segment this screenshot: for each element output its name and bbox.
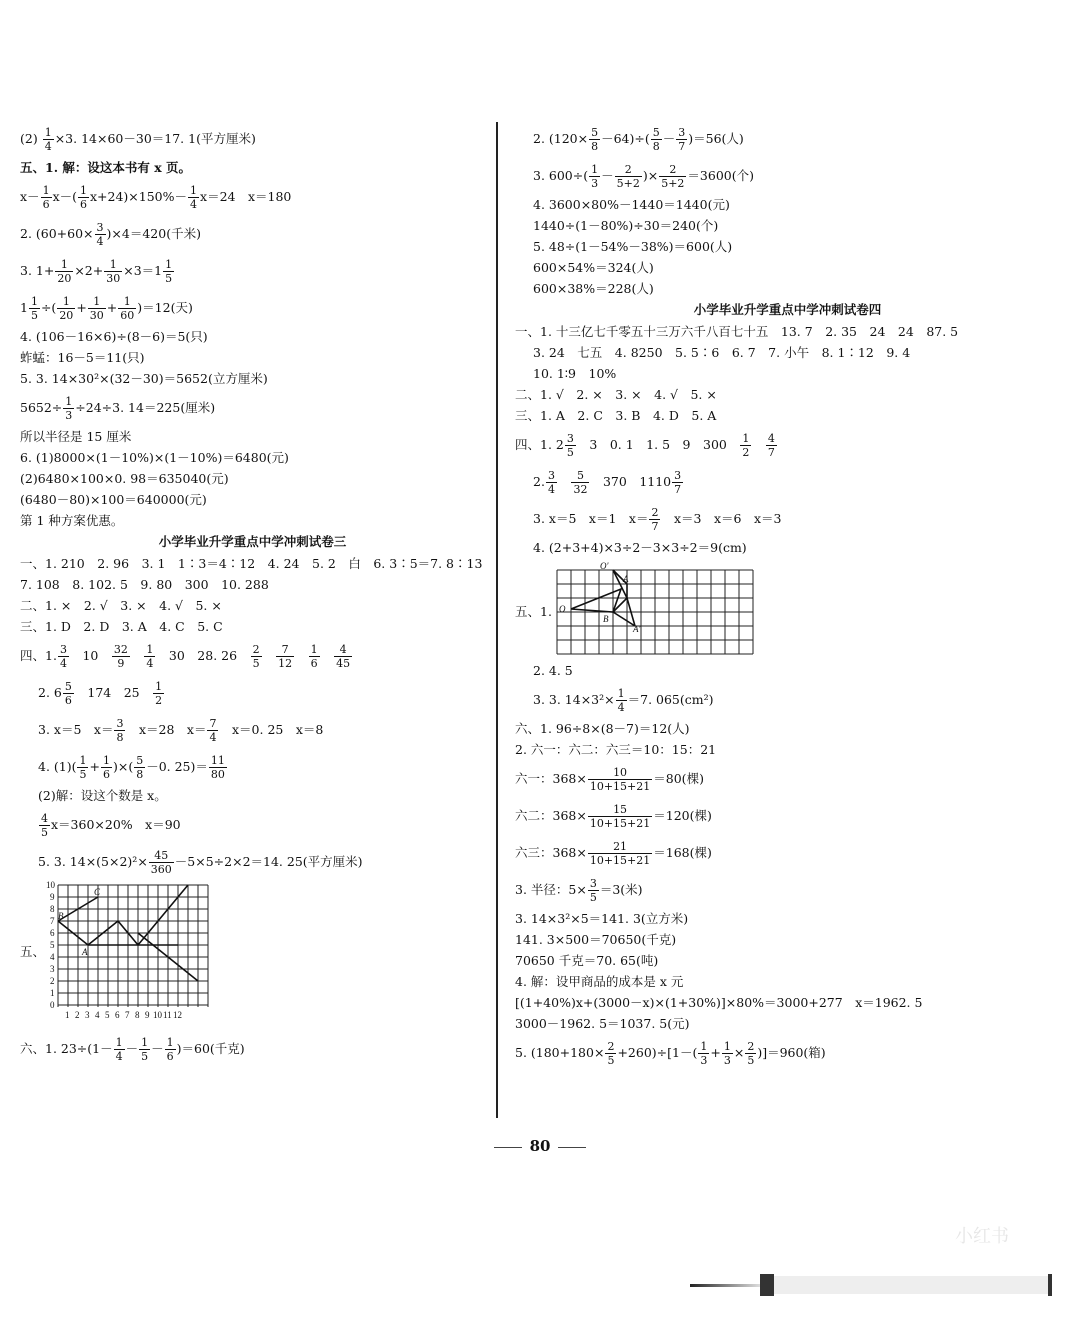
answer-line: 4. 解：设甲商品的成本是 x 元 [515,974,684,989]
answer-line: 3. x＝5 x＝1 x＝ $\frac{2}{7}$ x＝3 x＝6 x＝3 [533,506,782,533]
coordinate-grid [553,562,773,660]
svg-text:A': A' [633,624,641,634]
grid-figure-right [515,562,1060,660]
svg-text:5: 5 [105,1010,110,1020]
answer-line: 1440÷(1－80%)÷30＝240(个) [533,218,719,233]
svg-text:O: O [559,604,566,614]
svg-text:O': O' [600,562,609,571]
svg-text:A: A [623,574,629,584]
answer-line: 三、1. D 2. D 3. A 4. C 5. C [20,619,223,634]
answer-line: 四、1. 2 $\frac{3}{5}$ 3 0. 1 1. 5 9 300 $\frac{1}{2}$ $\frac{4}{7}$ [515,432,775,459]
svg-text:3: 3 [50,964,55,974]
svg-text:10: 10 [46,880,55,890]
answer-line: 7. 108 8. 102. 5 9. 80 300 10. 288 [20,577,269,592]
svg-text:0: 0 [50,1000,55,1010]
left-column [20,120,485,1067]
answer-line: x－ $\frac{1}{6}$ x－( $\frac{1}{6}$ x+24)×150%－ $\frac{1}{4}$ x＝24 x＝180 [20,184,292,211]
answer-line: 六、1. 96÷8×(8－7)＝12(人) [515,721,690,736]
answer-line: 六、1. 23÷(1－ $\frac{1}{4}$ － $\frac{1}{5}$ － $\frac{1}{6}$ )＝60(千克) [20,1036,245,1063]
answer-line: 蚱蜢：16－5＝11(只) [20,350,145,365]
scroll-bar-graphic [690,1272,1055,1298]
column-divider [496,122,498,1118]
svg-text:8: 8 [50,904,55,914]
svg-text:9: 9 [145,1010,150,1020]
answer-line: 2. 六一：六二：六三＝10：15：21 [515,742,717,757]
answer-line: 5652÷ $\frac{1}{3}$ ÷24÷3. 14＝225(厘米) [20,395,216,422]
answer-line: 5. (180+180× $\frac{2}{5}$ +260)÷[1－( $\frac{1}{3}$ + $\frac{1}{3}$ × $\frac{2}{5}$ )]＝960(箱) [515,1040,826,1067]
answer-line: 六三：368× $\frac{21}{10+15+21}$ ＝168(棵) [515,840,712,867]
answer-line: 2. (120× $\frac{5}{8}$ －64)÷( $\frac{5}{8}$ － $\frac{3}{7}$ )＝56(人) [533,126,744,153]
answer-line: (2)6480×100×0. 98＝635040(元) [20,471,229,486]
answer-line: 六二：368× $\frac{15}{10+15+21}$ ＝120(棵) [515,803,712,830]
svg-text:5: 5 [50,940,55,950]
answer-line: 6. (1)8000×(1－10%)×(1－10%)＝6480(元) [20,450,289,465]
answer-line: 3000－1962. 5＝1037. 5(元) [515,1016,690,1031]
answer-line: 3. 3. 14×3²× $\frac{1}{4}$ ＝7. 065(cm²) [533,687,714,714]
svg-text:7: 7 [125,1010,130,1020]
svg-text:7: 7 [50,916,55,926]
svg-text:C: C [94,887,101,897]
answer-line: (2) $\frac{1}{4}$ ×3. 14×60－30＝17. 1(平方厘米) [20,126,256,153]
answer-line: 二、1. √ 2. × 3. × 4. √ 5. × [515,387,717,402]
answer-line: 二、1. × 2. √ 3. × 4. √ 5. × [20,598,222,613]
watermark-logo: 小红书 [955,1226,1009,1247]
svg-text:2: 2 [50,976,55,986]
svg-text:12: 12 [173,1010,182,1020]
answer-line: 第 1 种方案优惠。 [20,513,124,528]
svg-text:3: 3 [85,1010,90,1020]
svg-text:1: 1 [50,988,55,998]
answer-line: 四、1. $\frac{3}{4}$ 10 $\frac{32}{9}$ $\frac{1}{4}$ 30 28. 26 $\frac{2}{5}$ $\frac{7}{12}$ $\frac{1}{6}$ $\frac{4}{45}$ [20,643,351,670]
answer-line: 10. 1∶9 10% [533,366,617,381]
answer-line: 一、1. 十三亿七千零五十三万六千八百七十五 13. 7 2. 35 24 24 87. 5 [515,324,959,339]
section-title: 小学毕业升学重点中学冲刺试卷三 [158,534,347,549]
section-label: 五、 [20,944,46,959]
svg-text:B: B [58,911,64,921]
answer-line: 三、1. A 2. C 3. B 4. D 5. A [515,408,717,423]
answer-line: 70650 千克＝70. 65(吨) [515,953,659,968]
answer-line: 3. 14×3²×5＝141. 3(立方米) [515,911,689,926]
svg-text:4: 4 [95,1010,100,1020]
answer-line: 3. 1+ $\frac{1}{20}$ ×2+ $\frac{1}{30}$ ×3＝1 $\frac{1}{5}$ [20,258,173,285]
svg-text:A: A [82,947,88,957]
svg-text:2: 2 [75,1010,80,1020]
section-label: 五、1. [515,604,552,619]
answer-line: (2)解：设这个数是 x。 [38,788,167,803]
answer-line: 五、1. 解：设这本书有 x 页。 [20,160,192,175]
answer-line: 4. (2+3+4)×3÷2－3×3÷2＝9(cm) [533,540,747,555]
answer-line: 2. (60+60× $\frac{3}{4}$ )×4＝420(千米) [20,221,201,248]
answer-line: [(1+40%)x+(3000－x)×(1+30%)]×80%＝3000+277 x＝1962. 5 [515,995,923,1010]
answer-line: (6480－80)×100＝640000(元) [20,492,207,507]
answer-line: $\frac{4}{5}$ x＝360×20% x＝90 [41,812,181,839]
svg-text:B: B [603,614,609,624]
section-title: 小学毕业升学重点中学冲刺试卷四 [693,302,882,317]
answer-line: 600×38%＝228(人) [533,281,654,296]
answer-line: 4. (106－16×6)÷(8－6)＝5(只) [20,329,208,344]
answer-line: 3. 半径：5× $\frac{3}{5}$ ＝3(米) [515,877,643,904]
answer-line: 600×54%＝324(人) [533,260,654,275]
answer-line: 1 $\frac{1}{5}$ ÷( $\frac{1}{20}$ + $\frac{1}{30}$ + $\frac{1}{60}$ )＝12(天) [20,295,193,322]
right-column [515,120,1060,1071]
answer-line: 一、1. 210 2. 96 3. 1 1∶3＝4∶12 4. 24 5. 2 白 6. 3∶5＝7. 8∶13 [20,556,483,571]
svg-text:8: 8 [135,1010,140,1020]
answer-line: 4. (1)( $\frac{1}{5}$ + $\frac{1}{6}$ )×( $\frac{5}{8}$ －0. 25)＝ $\frac{11}{80}$ [38,754,225,781]
coordinate-grid [38,880,238,1030]
svg-text:4: 4 [50,952,55,962]
answer-line: 六一：368× $\frac{10}{10+15+21}$ ＝80(棵) [515,766,704,793]
svg-text:1: 1 [65,1010,70,1020]
svg-text:10: 10 [153,1010,162,1020]
answer-line: 5. 3. 14×(5×2)²× $\frac{45}{360}$ －5×5÷2×2＝14. 25(平方厘米) [38,849,363,876]
svg-text:6: 6 [115,1010,120,1020]
svg-text:9: 9 [50,892,55,902]
answer-line: 3. 24 七五 4. 8250 5. 5∶6 6. 7 7. 小午 8. 1∶12 9. 4 [533,345,911,360]
answer-line: 2. 6 $\frac{5}{6}$ 174 25 $\frac{1}{2}$ [38,680,163,707]
answer-line: 3. x＝5 x＝ $\frac{3}{8}$ x＝28 x＝ $\frac{7}{4}$ x＝0. 25 x＝8 [38,717,324,744]
answer-line: 141. 3×500＝70650(千克) [515,932,677,947]
grid-figure-left [20,880,485,1030]
answer-line: 5. 3. 14×30²×(32－30)＝5652(立方厘米) [20,371,268,386]
page-number: 80 [0,1137,1080,1155]
svg-text:6: 6 [50,928,55,938]
answer-line: 2. $\frac{3}{4}$ $\frac{5}{32}$ 370 1110 $\frac{3}{7}$ [533,469,682,496]
svg-text:11: 11 [163,1010,172,1020]
answer-line: 4. 3600×80%－1440＝1440(元) [533,197,730,212]
answer-line: 3. 600÷( $\frac{1}{3}$ － $\frac{2}{5+2}$ )× $\frac{2}{5+2}$ ＝3600(个) [533,163,754,190]
answer-line: 5. 48÷(1－54%－38%)＝600(人) [533,239,733,254]
answer-line: 2. 4. 5 [533,663,573,678]
answer-line: 所以半径是 15 厘米 [20,429,132,444]
